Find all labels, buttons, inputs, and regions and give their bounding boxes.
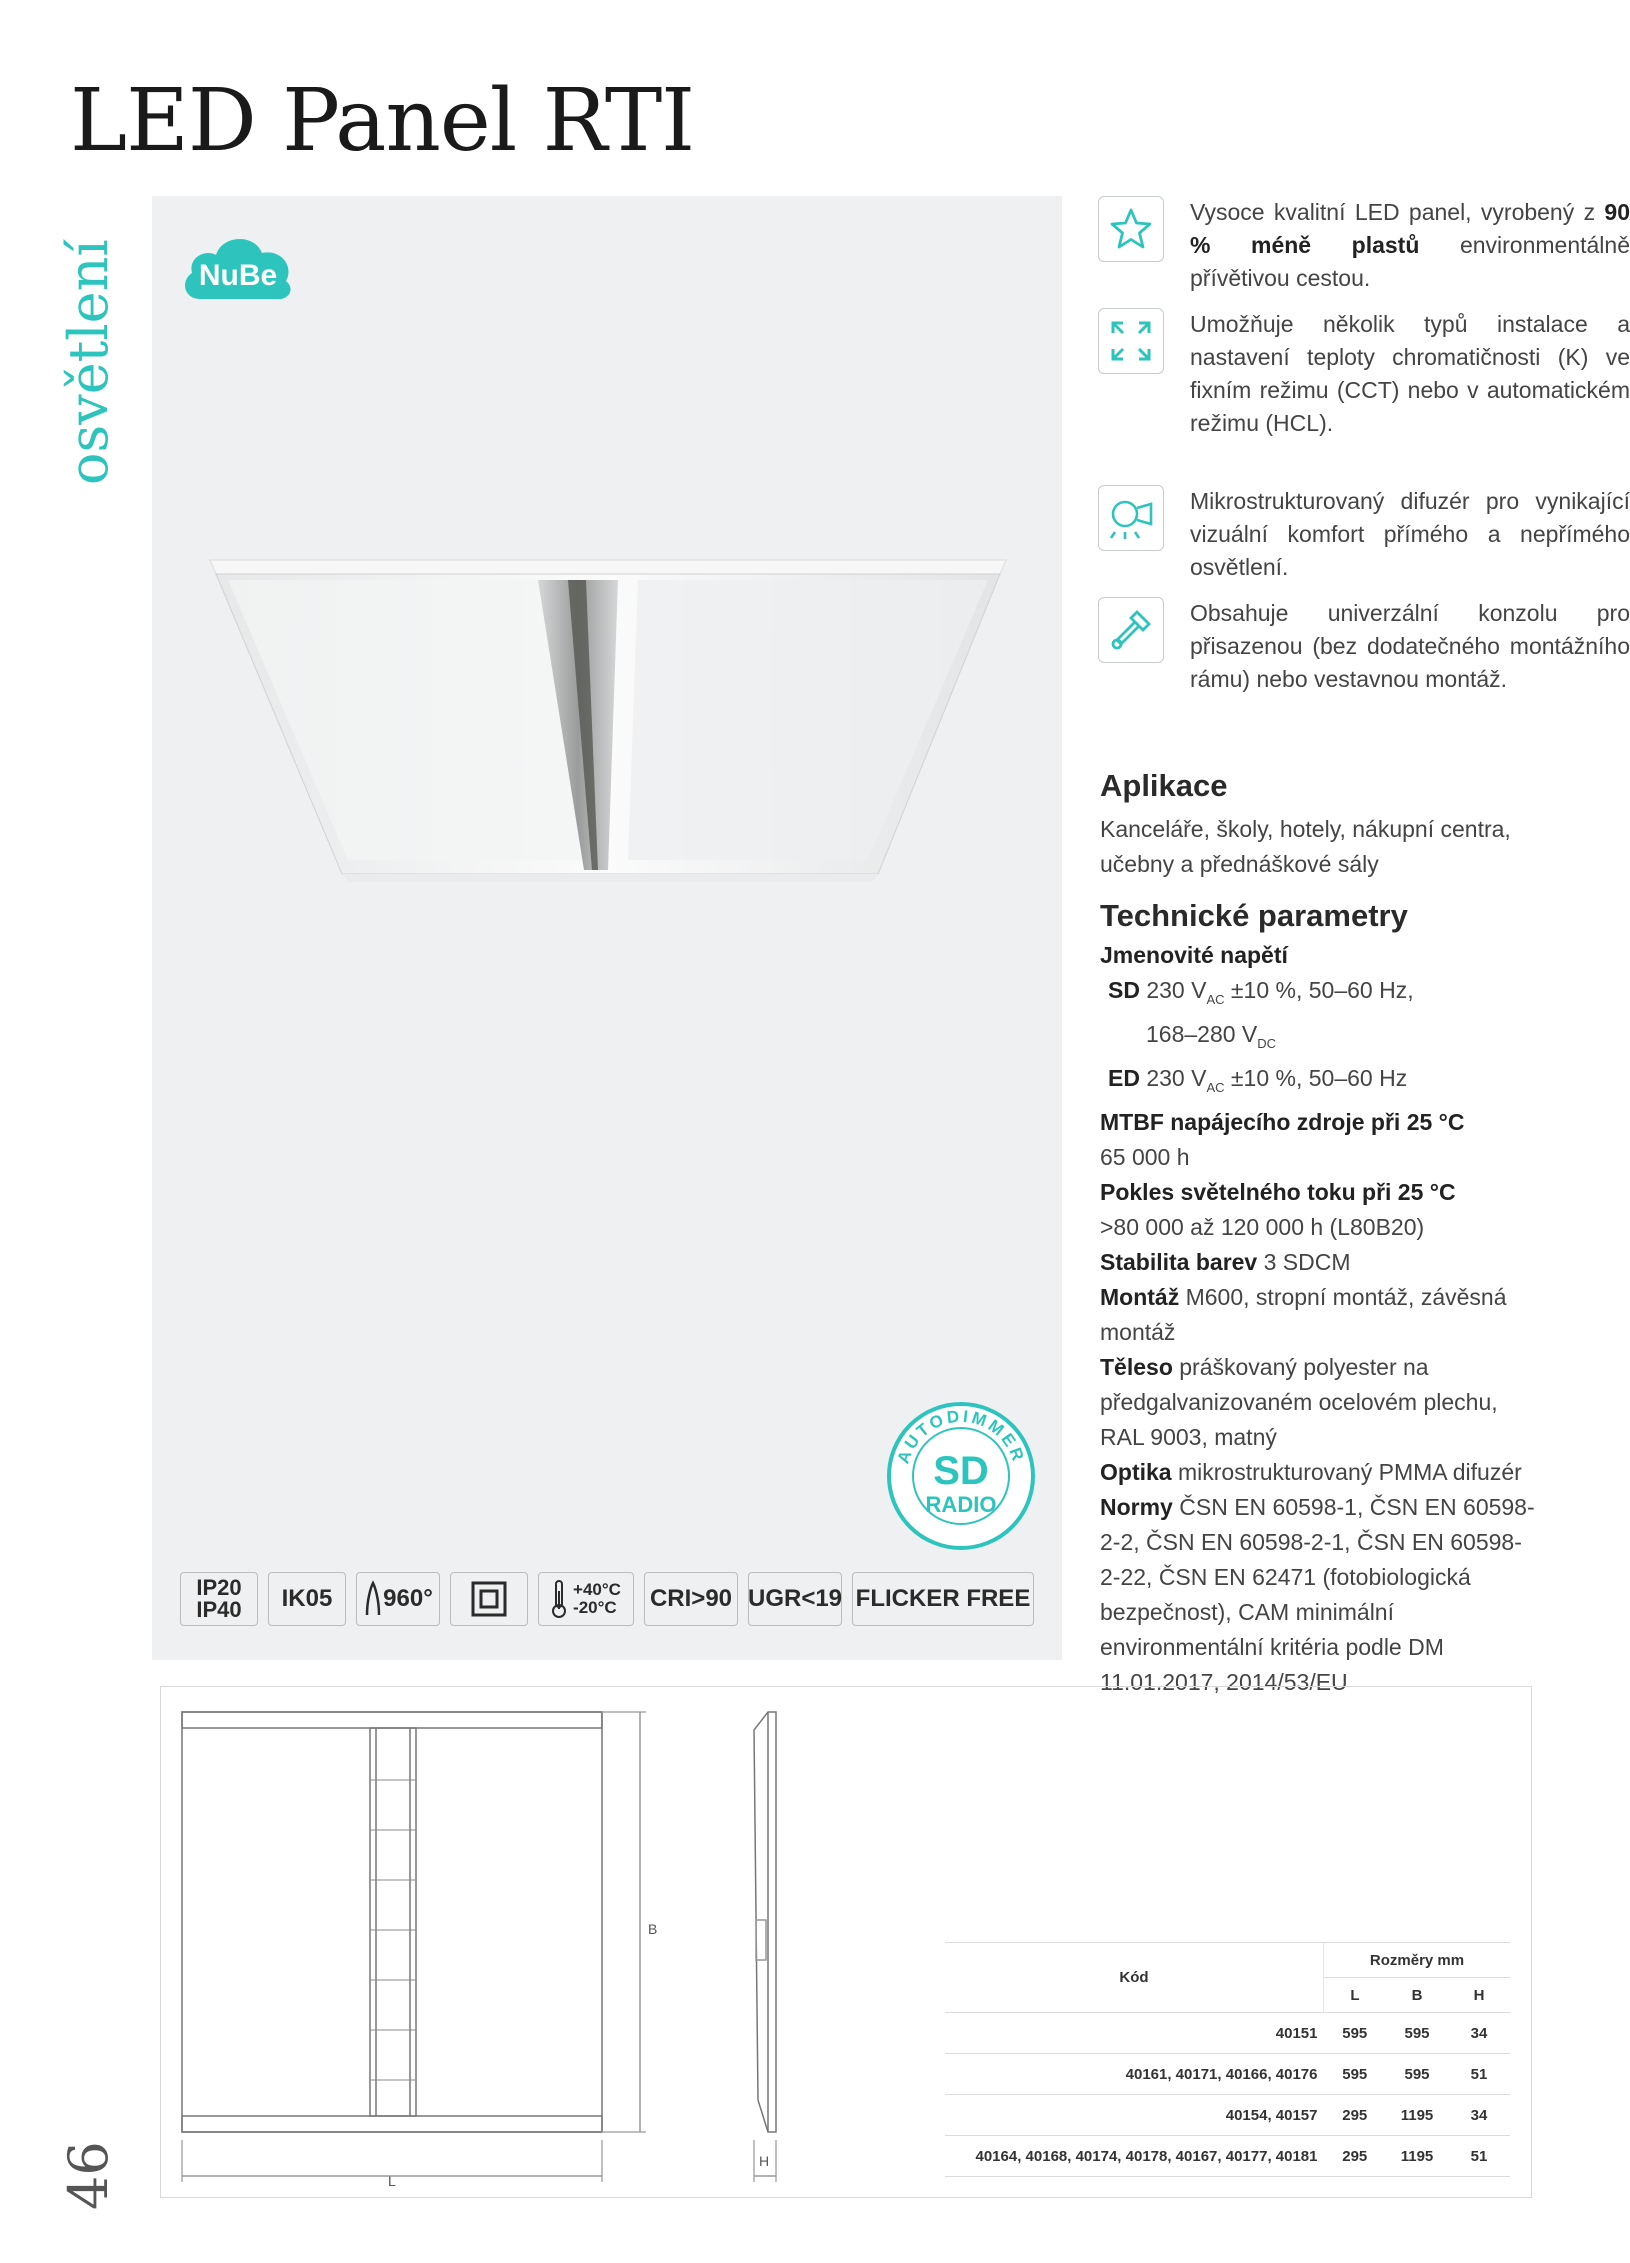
cell-code: 40154, 40157 bbox=[945, 2095, 1324, 2136]
application-text: Kanceláře, školy, hotely, nákupní centra, učebny a přednáškové sály bbox=[1100, 816, 1511, 877]
badge-bottom-text: RADIO bbox=[925, 1492, 997, 1517]
expand-arrows-icon bbox=[1109, 319, 1153, 363]
sd-label: SD bbox=[1108, 977, 1140, 1003]
cell-code: 40161, 40171, 40166, 40176 bbox=[945, 2054, 1324, 2095]
ed-value: 230 V bbox=[1146, 1065, 1207, 1091]
table-row bbox=[945, 2013, 1510, 2054]
star-icon bbox=[1109, 207, 1153, 251]
dimension-l-label: L bbox=[388, 2173, 396, 2189]
voltage-ed bbox=[1100, 1061, 1540, 1105]
glow-wire-icon bbox=[363, 1581, 383, 1617]
cell-l: 595 bbox=[1324, 2013, 1387, 2054]
cell-h: 51 bbox=[1448, 2054, 1510, 2095]
cri-badge bbox=[644, 1572, 738, 1626]
feature-text: Umožňuje několik typů instalace a nastavení teploty chromatičnosti (K) ve fixním režimu (CCT) nebo v automatickém režimu (HCL). bbox=[1190, 311, 1630, 436]
feature-icon-box bbox=[1098, 196, 1164, 262]
table-row bbox=[945, 2095, 1510, 2136]
col-b-header: B bbox=[1386, 1978, 1448, 2013]
cell-l: 295 bbox=[1324, 2095, 1387, 2136]
page-number-text: 46 bbox=[57, 2141, 120, 2210]
sd-value-rest: ±10 %, 50–60 Hz, bbox=[1224, 977, 1414, 1003]
tech-heading: Technické parametry bbox=[1100, 898, 1408, 933]
mount-label: Montáž bbox=[1100, 1284, 1180, 1310]
cell-h: 34 bbox=[1448, 2095, 1510, 2136]
nube-logo bbox=[178, 223, 298, 307]
color-stability bbox=[1100, 1245, 1540, 1280]
feature-text-part: Vysoce kvalitní LED panel, vyrobený z bbox=[1190, 199, 1605, 225]
glow-wire-badge bbox=[356, 1572, 440, 1626]
ed-value-rest: ±10 %, 50–60 Hz bbox=[1224, 1065, 1408, 1091]
dimension-h-label: H bbox=[759, 2153, 770, 2169]
class-ii-badge bbox=[450, 1572, 528, 1626]
glow-wire-text: 960° bbox=[383, 1585, 433, 1612]
mount-value: M600, stropní montáž, závěsná montáž bbox=[1100, 1284, 1507, 1345]
mounting bbox=[1100, 1280, 1540, 1350]
feature-icon-box bbox=[1098, 597, 1164, 663]
temp-max: +40°C bbox=[573, 1580, 621, 1599]
col-h-header: H bbox=[1448, 1978, 1510, 2013]
autodimmer-badge bbox=[885, 1400, 1037, 1552]
feature-text: Obsahuje univerzální konzolu pro přisazenou (bez dodatečného montážního rámu) nebo vestavnou montáž. bbox=[1190, 600, 1630, 692]
cell-b: 595 bbox=[1386, 2013, 1448, 2054]
cell-b: 1195 bbox=[1386, 2136, 1448, 2177]
feature-text-part: environmentálně přívětivou cestou. bbox=[1190, 232, 1630, 291]
optics-value: mikrostrukturovaný PMMA difuzér bbox=[1171, 1459, 1522, 1485]
table-row bbox=[945, 2136, 1510, 2177]
norms-label: Normy bbox=[1100, 1494, 1173, 1520]
flicker-free-badge bbox=[852, 1572, 1034, 1626]
cell-b: 595 bbox=[1386, 2054, 1448, 2095]
badge-center-text: SD bbox=[933, 1449, 989, 1493]
sd-value: 230 V bbox=[1146, 977, 1207, 1003]
feature-text bbox=[1190, 196, 1630, 295]
ip-rating-badge bbox=[180, 1572, 258, 1626]
section-label-text: osvětlení bbox=[57, 239, 120, 485]
feature-text: Mikrostrukturovaný difuzér pro vynikající vizuální komfort přímého a nepřímého osvětlení. bbox=[1190, 488, 1630, 580]
sd-sub: AC bbox=[1206, 992, 1225, 1007]
optics-label: Optika bbox=[1100, 1459, 1172, 1485]
cell-code: 40151 bbox=[945, 2013, 1324, 2054]
col-l-header: L bbox=[1324, 1978, 1387, 2013]
color-label: Stabilita barev bbox=[1100, 1249, 1258, 1275]
temp-min: -20°C bbox=[573, 1598, 617, 1617]
mtbf-value: 65 000 h bbox=[1100, 1144, 1190, 1170]
decline-label: Pokles světelného toku při 25 °C bbox=[1100, 1179, 1456, 1205]
ugr-badge bbox=[748, 1572, 842, 1626]
voltage-sd-dc bbox=[1100, 1017, 1540, 1061]
decline-value: >80 000 až 120 000 h (L80B20) bbox=[1100, 1214, 1425, 1240]
col-dims-header: Rozměry mm bbox=[1324, 1943, 1511, 1978]
cell-code: 40164, 40168, 40174, 40178, 40167, 40177, 40181 bbox=[945, 2136, 1324, 2177]
ik-rating-text: IK05 bbox=[281, 1585, 333, 1612]
color-value: 3 SDCM bbox=[1257, 1249, 1351, 1275]
ip-rating-top: IP20 bbox=[196, 1575, 242, 1600]
application-heading: Aplikace bbox=[1100, 768, 1228, 803]
cell-l: 295 bbox=[1324, 2136, 1387, 2177]
cell-b: 1195 bbox=[1386, 2095, 1448, 2136]
feature-icon-box bbox=[1098, 485, 1164, 551]
ed-label: ED bbox=[1108, 1065, 1140, 1091]
table-row bbox=[945, 2054, 1510, 2095]
cell-h: 51 bbox=[1448, 2136, 1510, 2177]
flicker-free-text: FLICKER FREE bbox=[855, 1585, 1031, 1612]
sd-dc-sub: DC bbox=[1257, 1036, 1277, 1051]
sd-dc-value: 168–280 V bbox=[1146, 1021, 1258, 1047]
badge-ring-text: AUTODIMMER bbox=[893, 1406, 1029, 1467]
body-label: Těleso bbox=[1100, 1354, 1173, 1380]
section-label bbox=[57, 185, 122, 485]
ik-rating-badge bbox=[268, 1572, 346, 1626]
ip-rating-bottom: IP40 bbox=[196, 1597, 242, 1622]
application-section bbox=[1100, 768, 1540, 882]
body-value: práškovaný polyester na předgalvanizovaném ocelovém plechu, RAL 9003, matný bbox=[1100, 1354, 1498, 1450]
cell-h: 34 bbox=[1448, 2013, 1510, 2054]
ugr-text: UGR<19 bbox=[747, 1585, 843, 1612]
thermometer-icon bbox=[551, 1579, 567, 1619]
voltage-label: Jmenovité napětí bbox=[1100, 942, 1288, 968]
temperature-range-badge bbox=[538, 1572, 634, 1626]
ed-sub: AC bbox=[1206, 1080, 1225, 1095]
page-title: LED Panel RTI bbox=[70, 71, 695, 171]
double-insulation-icon bbox=[471, 1581, 507, 1617]
norms bbox=[1100, 1490, 1540, 1700]
mtbf-label: MTBF napájecího zdroje při 25 °C bbox=[1100, 1109, 1465, 1135]
body-material bbox=[1100, 1350, 1540, 1455]
dimension-b-label: B bbox=[648, 1921, 658, 1937]
norms-value: ČSN EN 60598-1, ČSN EN 60598-2-2, ČSN EN 60598-2-1, ČSN EN 60598-2-22, ČSN EN 62471 (fotobiologická bezpečnost), CAM minimální environmentální kritéria podle DM 11.01.2017, 2014/53/EU bbox=[1100, 1494, 1535, 1695]
feature-text-bold: 90 % méně plastů bbox=[1190, 199, 1630, 258]
lamp-light-icon bbox=[1107, 496, 1155, 540]
tech-heading-wrap bbox=[1100, 898, 1540, 934]
nube-logo-text: NuBe bbox=[198, 259, 278, 292]
dimensions-table bbox=[945, 1942, 1510, 2177]
table-header-row bbox=[945, 1943, 1510, 1978]
tech-parameters bbox=[1100, 938, 1540, 1700]
feature-icon-box bbox=[1098, 308, 1164, 374]
cell-l: 595 bbox=[1324, 2054, 1387, 2095]
voltage-sd bbox=[1100, 973, 1540, 1017]
cri-text: CRI>90 bbox=[649, 1585, 733, 1612]
wrench-icon bbox=[1109, 608, 1153, 652]
page-number bbox=[57, 2110, 122, 2210]
optics bbox=[1100, 1455, 1540, 1490]
technical-drawing bbox=[170, 1700, 810, 2190]
col-code-header: Kód bbox=[945, 1943, 1324, 2013]
led-panel-photo bbox=[208, 560, 1008, 890]
